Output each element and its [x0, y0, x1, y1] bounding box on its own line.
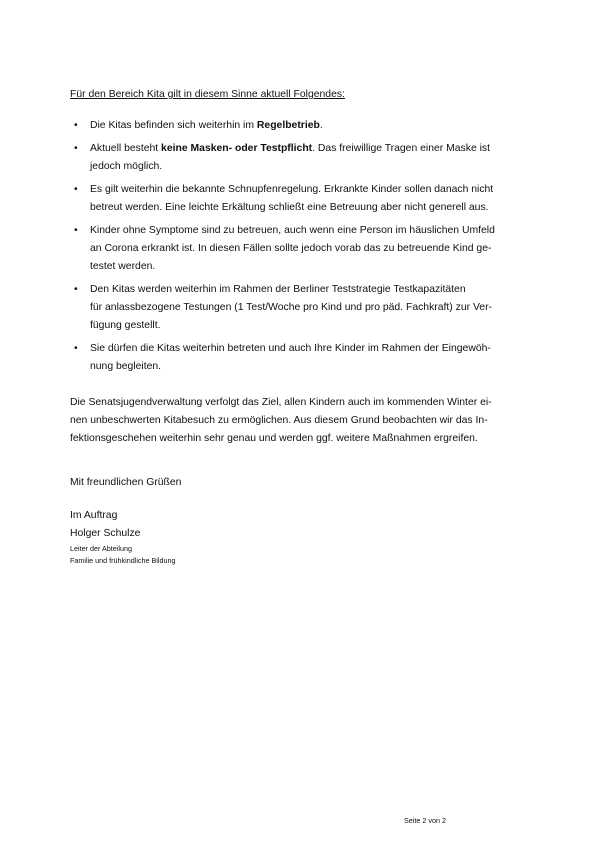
- bullet-dot-icon: •: [74, 225, 78, 236]
- bullet-text: an Corona erkrankt ist. In diesen Fällen sollte jedoch vorab das zu betreuende Kind ge-: [90, 243, 492, 254]
- bullet-text: jedoch möglich.: [90, 161, 163, 172]
- by-order-text: Im Auftrag: [70, 510, 118, 521]
- bullet-text: fügung gestellt.: [90, 320, 161, 331]
- bullet-item: [70, 117, 532, 135]
- bullet-list: [70, 117, 532, 376]
- greeting: Mit freundlichen Grüßen: [70, 477, 182, 488]
- closing-paragraph-line: nen unbeschwerten Kitabesuch zu ermöglichen. Aus diesem Grund beobachten wir das In-: [70, 415, 488, 426]
- bullet-line: [90, 199, 532, 217]
- bullet-dot-icon: •: [74, 343, 78, 354]
- closing-paragraph-line: Die Senatsjugendverwaltung verfolgt das Ziel, allen Kindern auch im kommenden Winter ei-: [70, 397, 492, 408]
- bullet-dot-icon: •: [74, 120, 78, 131]
- bullet-line: [90, 340, 532, 358]
- bullet-line: [90, 258, 532, 276]
- bullet-text: für anlassbezogene Testungen (1 Test/Woche pro Kind und pro päd. Fachkraft) zur Ver-: [90, 302, 493, 313]
- bullet-dot-icon: •: [74, 184, 78, 195]
- bullet-item: [70, 340, 532, 376]
- bullet-text: Sie dürfen die Kitas weiterhin betreten und auch Ihre Kinder im Rahmen der Eingewöh-: [90, 343, 491, 354]
- bullet-line: [90, 317, 532, 335]
- bullet-text: Den Kitas werden weiterhin im Rahmen der Berliner Teststrategie Testkapazitäten: [90, 284, 466, 295]
- bullet-text: Die Kitas befinden sich weiterhin im: [90, 120, 257, 131]
- bullet-dot-icon: •: [74, 143, 78, 154]
- bullet-line: [90, 299, 532, 317]
- bullet-dot-icon: •: [74, 284, 78, 295]
- bullet-line: [90, 117, 532, 135]
- bullet-item: [70, 181, 532, 217]
- bullet-text: Es gilt weiterhin die bekannte Schnupfenregelung. Erkrankte Kinder sollen danach nicht: [90, 184, 494, 195]
- bullet-line: [90, 158, 532, 176]
- bullet-emphasis: Regelbetrieb: [256, 120, 320, 131]
- closing-paragraph: [70, 394, 532, 448]
- bullet-emphasis: keine Masken- oder Testpflicht: [161, 143, 313, 154]
- closing-paragraph-line: fektionsgeschehen weiterhin sehr genau und werden ggf. weitere Maßnahmen ergreifen.: [70, 433, 478, 444]
- bullet-line: [90, 140, 532, 158]
- bullet-item: [70, 140, 532, 176]
- bullet-line: [90, 240, 532, 258]
- bullet-line: [90, 281, 532, 299]
- bullet-text: Aktuell besteht: [90, 143, 162, 154]
- letter-body: [70, 86, 532, 567]
- bullet-text: nung begleiten.: [90, 361, 162, 372]
- bullet-line: [90, 222, 532, 240]
- intro-heading: Für den Bereich Kita gilt in diesem Sinne aktuell Folgendes:: [70, 89, 345, 100]
- signatory-title: Leiter der Abteilung: [70, 544, 132, 553]
- bullet-item: [70, 281, 532, 335]
- bullet-text: testet werden.: [90, 261, 156, 272]
- bullet-text: . Das freiwillige Tragen einer Maske ist: [312, 143, 491, 154]
- signatory-name: Holger Schulze: [70, 528, 141, 539]
- bullet-line: [90, 181, 532, 199]
- bullet-text: Kinder ohne Symptome sind zu betreuen, auch wenn eine Person im häuslichen Umfeld: [90, 225, 495, 236]
- bullet-line: [90, 358, 532, 376]
- page-number-footer: Seite 2 von 2: [404, 816, 446, 825]
- bullet-text: .: [319, 120, 323, 131]
- bullet-text: betreut werden. Eine leichte Erkältung schließt eine Betreuung aber nicht generell aus.: [90, 202, 489, 213]
- bullet-item: [70, 222, 532, 276]
- signatory-department: Familie und frühkindliche Bildung: [70, 556, 176, 565]
- signature-block: [70, 507, 532, 567]
